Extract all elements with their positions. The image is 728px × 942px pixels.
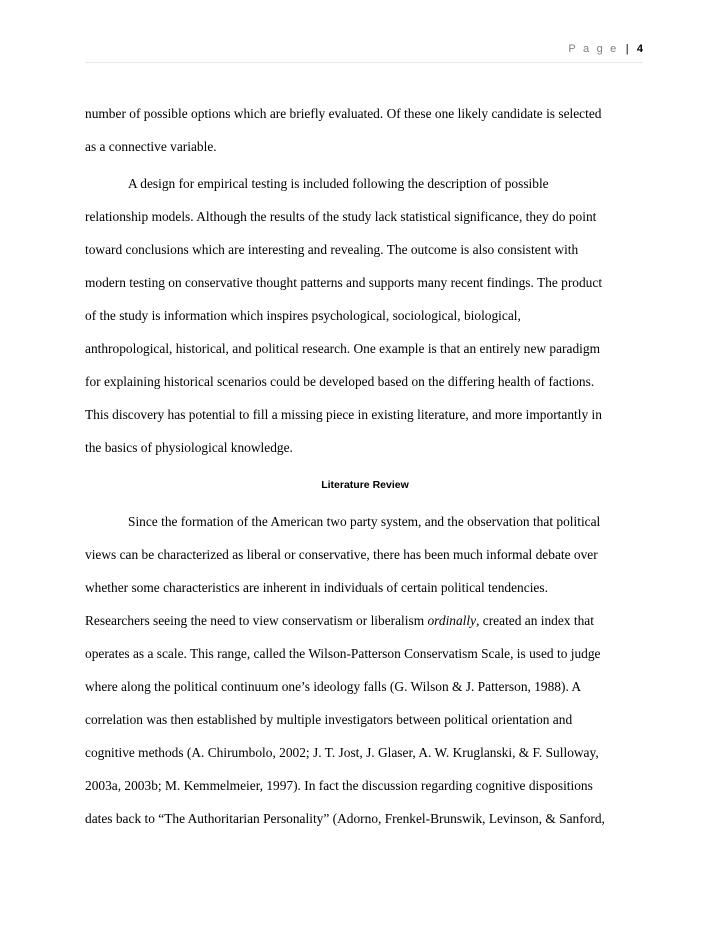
text-line: views can be characterized as liberal or conservative, there has been much informal debate over xyxy=(85,547,598,562)
text-line: A design for empirical testing is included following the description of possible xyxy=(128,176,549,191)
text-line: where along the political continuum one’s ideology falls (G. Wilson & J. Patterson, 1988). A xyxy=(85,679,582,694)
text-line: This discovery has potential to fill a missing piece in existing literature, and more importantly in xyxy=(85,407,602,422)
text-line: modern testing on conservative thought patterns and supports many recent findings. The product xyxy=(85,275,603,290)
text-line: Since the formation of the American two party system, and the observation that political xyxy=(128,514,601,529)
text-line: dates back to “The Authoritarian Personality” (Adorno, Frenkel-Brunswik, Levinson, & Sanford, xyxy=(85,811,605,826)
italic-term: ordinally xyxy=(427,613,477,628)
text-line: as a connective variable. xyxy=(85,139,217,154)
text-run: Researchers seeing the need to view conservatism or liberalism xyxy=(85,613,428,628)
text-line: whether some characteristics are inherent in individuals of certain political tendencies. xyxy=(85,580,548,595)
page-separator: | xyxy=(625,43,629,55)
section-heading: Literature Review xyxy=(321,479,409,491)
text-line: the basics of physiological knowledge. xyxy=(85,440,293,455)
text-line xyxy=(85,609,645,642)
text-line: of the study is information which inspires psychological, sociological, biological, xyxy=(85,308,521,323)
text-line: correlation was then established by multiple investigators between political orientation and xyxy=(85,712,573,727)
text-line: cognitive methods (A. Chirumbolo, 2002; J. T. Jost, J. Glaser, A. W. Kruglanski, & F. Sulloway, xyxy=(85,745,599,760)
text-line: 2003a, 2003b; M. Kemmelmeier, 1997). In fact the discussion regarding cognitive dispositions xyxy=(85,778,593,793)
text-line: number of possible options which are briefly evaluated. Of these one likely candidate is selected xyxy=(85,106,602,121)
document-body xyxy=(85,102,645,840)
text-line: operates as a scale. This range, called the Wilson-Patterson Conservatism Scale, is used to judge xyxy=(85,646,601,661)
text-line: relationship models. Although the results of the study lack statistical significance, they do point xyxy=(85,209,597,224)
page-header xyxy=(568,43,643,55)
text-run: , created an index that xyxy=(476,613,594,628)
text-line: toward conclusions which are interesting and revealing. The outcome is also consistent with xyxy=(85,242,579,257)
text-line: for explaining historical scenarios could be developed based on the differing health of factions. xyxy=(85,374,595,389)
page-label: P a g e xyxy=(568,43,619,55)
header-rule xyxy=(85,62,643,63)
text-line: anthropological, historical, and political research. One example is that an entirely new paradigm xyxy=(85,341,600,356)
page-number: 4 xyxy=(636,43,643,55)
